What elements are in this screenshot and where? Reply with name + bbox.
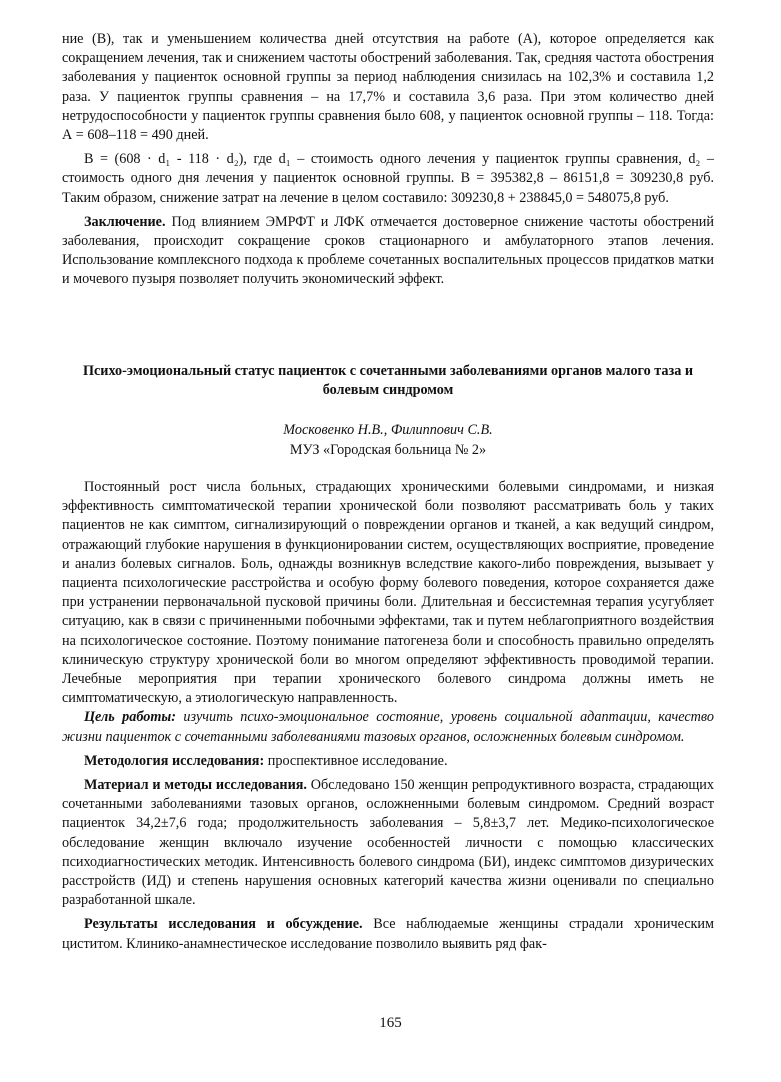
methodology-lead: Методология исследования: [84, 752, 265, 769]
paragraph-methodology [62, 752, 714, 771]
aim-text: изучить психо-эмоциональное состояние, уровень социальной адаптации, качество жизни пациенток с сочетанными заболеваниями тазовых органов, осложненных болевым синдромом. [62, 709, 714, 745]
continued-text-block [62, 30, 714, 290]
aim-lead: Цель работы: [84, 709, 176, 726]
article-authors: Московенко Н.В., Филиппович С.В. [283, 422, 493, 438]
conclusion-text: Под влиянием ЭМРФТ и ЛФК отмечается достоверное снижение частоты обострений заболевания, происходит сокращение сроков стационарного и амбулаторного этапов лечения. Использование комплексного подхода к проблеме сочетанных воспалительных процессов придатков матки и мочевого пузыря позволяет получить экономический эффект. [62, 213, 714, 288]
article-body [62, 478, 714, 954]
article-affiliation: МУЗ «Городская больница № 2» [289, 442, 487, 458]
materials-text: Обследовано 150 женщин репродуктивного возраста, страдающих сочетанными заболеваниями тазовых органов, осложненными болевым синдромом. Средний возраст пациенток 34,2±7,6 года; продолжительность заболевания – 5,8±3,7 лет. Медико-психологическое обследование женщин включало изучение особенностей личности с помощью классических психодиагностических методик. Интенсивность болевого синдрома (БИ), индекс симптомов дизурических расстройств (ИД) и степень нарушения основных категорий качества жизни оценивали по специально разработанной шкале. [62, 777, 714, 909]
paragraph-economics: ние (В), так и уменьшением количества дней отсутствия на работе (А), которое определяется как сокращением лечения, так и снижением частоты обострений заболевания. Так, средняя частота обострения заболевания у пациенток основной группы за период наблюдения снизилась на 102,3% и составила 1,2 раза. У пациенток группы сравнения – на 17,7% и составила 3,6 раза. При этом количество дней нетрудоспособности у пациенток группы сравнения было 608, у пациенток основной группы – 118. Тогда: А = 608–118 = 490 дней. [62, 31, 714, 144]
methodology-text: проспективное исследование. [264, 752, 448, 769]
paragraph-results [62, 915, 714, 953]
page-number: 165 [379, 1015, 402, 1031]
materials-lead: Материал и методы исследования. [84, 777, 307, 794]
paragraph-aim [62, 708, 714, 746]
paragraph-materials [62, 776, 714, 910]
paragraph-cost-formula: В = (608 · d₁ - 118 · d₂), где d₁ – стоимость одного лечения у пациенток группы сравнения, d₂ – стоимость одного дня лечения у пациенток основной группы. В = 395382,8 – 86151,8 = 309230,8 руб. Таким образом, снижение затрат на лечение в целом составило: 309230,8 + 238845,0 = 548075,8 руб. [62, 151, 714, 206]
article-title: Психо-эмоциональный статус пациенток с сочетанными заболеваниями органов малого таза и болевым синдромом [82, 363, 694, 398]
paragraph-intro: Постоянный рост числа больных, страдающих хроническими болевыми синдромами, и низкая эффективность симптоматической терапии хронической боли позволяют рассматривать боль у таких пациентов не как симптом, сигнализирующий о повреждении органов и тканей, а как ведущий синдром, отражающий глубокие нарушения в функционировании систем, осуществляющих восприятие, проведение и анализ болевых сигналов. Боль, однажды возникнув вследствие какого-либо повреждения, вызывает у пациента психологические расстройства и особую форму болевого поведения, которое сохраняется даже при устранении первоначальной пусковой причины боли. Длительная и бессистемная терапия усугубляет ситуацию, как в связи с причиненными побочными эффектами, так и путем неблагоприятного воздействия на психологическое состояние. Поэтому понимание патогенеза боли и способность правильно определять клиническую структуру хронической боли во многом определяют эффективность проводимой терапии. Лечебные мероприятия при терапии хронического болевого синдрома должны иметь не симптоматическую, а этиологическую направленность. [62, 479, 714, 707]
conclusion-lead: Заключение. [84, 213, 166, 230]
results-text: Все наблюдаемые женщины страдали хроническим циститом. Клинико-анамнестическое исследование позволило выявить ряд фак- [62, 916, 714, 952]
article-byline [62, 420, 714, 460]
paragraph-conclusion [62, 213, 714, 290]
results-lead: Результаты исследования и обсуждение. [84, 916, 363, 933]
